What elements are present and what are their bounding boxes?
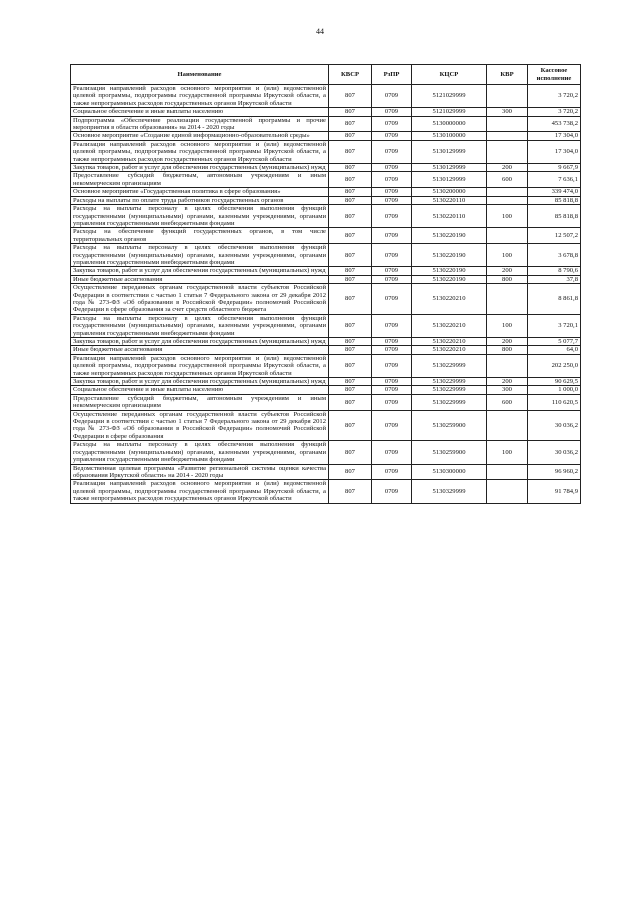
cell-kvsr: 807 xyxy=(329,410,372,441)
cell-amount: 7 636,1 xyxy=(528,172,581,188)
table-row xyxy=(71,338,581,346)
cell-amount: 3 720,1 xyxy=(528,314,581,337)
cell-name: Предоставление субсидий бюджетным, автономным учреждениям и иным некоммерческим организациям xyxy=(71,172,329,188)
table-row xyxy=(71,314,581,337)
cell-amount: 91 784,9 xyxy=(528,480,581,503)
cell-kcsr: 5130229999 xyxy=(412,386,487,394)
cell-amount: 202 250,0 xyxy=(528,354,581,377)
cell-name: Ведомственная целевая программа «Развитие региональной системы оценки качества образования Иркутской области» на 2014 - 2020 годы xyxy=(71,464,329,480)
cell-rzpr: 0709 xyxy=(372,108,412,116)
cell-amount: 30 036,2 xyxy=(528,410,581,441)
page-number: 44 xyxy=(316,27,324,36)
cell-rzpr: 0709 xyxy=(372,480,412,503)
cell-amount: 453 738,2 xyxy=(528,116,581,132)
cell-amount: 30 036,2 xyxy=(528,441,581,464)
cell-name: Осуществление переданных органам государственной власти субъектов Российской Федерации в соответствии с частью 1 статьи 7 Федерального закона от 29 декабря 2012 года № 273-ФЗ «Об образовании в Российской Федерации» полномочий Российской Федерации в сфере образования за счет средств областного бюджета xyxy=(71,284,329,315)
cell-kvsr: 807 xyxy=(329,188,372,196)
cell-name: Иные бюджетные ассигнования xyxy=(71,275,329,283)
cell-kcsr: 5130220210 xyxy=(412,284,487,315)
cell-kvsr: 807 xyxy=(329,116,372,132)
cell-kvsr: 807 xyxy=(329,267,372,275)
table-row xyxy=(71,464,581,480)
cell-name: Расходы на выплаты персоналу в целях обеспечения выполнения функций государственными (муниципальными) органами, казенными учреждениями, органами управления государственными внебюджетными фондами xyxy=(71,244,329,267)
table-row xyxy=(71,205,581,228)
table-row xyxy=(71,480,581,503)
cell-name: Социальное обеспечение и иные выплаты населению xyxy=(71,386,329,394)
cell-kcsr: 5130329999 xyxy=(412,480,487,503)
table-row xyxy=(71,164,581,172)
table-row xyxy=(71,386,581,394)
cell-kvr: 200 xyxy=(487,164,528,172)
cell-rzpr: 0709 xyxy=(372,267,412,275)
cell-kvsr: 807 xyxy=(329,196,372,204)
cell-kvr: 200 xyxy=(487,267,528,275)
cell-amount: 8 861,8 xyxy=(528,284,581,315)
cell-kvr: 300 xyxy=(487,108,528,116)
cell-rzpr: 0709 xyxy=(372,394,412,410)
cell-name: Закупка товаров, работ и услуг для обеспечения государственных (муниципальных) нужд xyxy=(71,164,329,172)
cell-kvsr: 807 xyxy=(329,441,372,464)
cell-kvr: 300 xyxy=(487,386,528,394)
cell-kvr xyxy=(487,116,528,132)
header-kvsr: КВСР xyxy=(329,65,372,85)
budget-table xyxy=(70,64,581,504)
table-row xyxy=(71,132,581,140)
header-amount: Кассовое исполнение xyxy=(528,65,581,85)
cell-kvr: 200 xyxy=(487,378,528,386)
table-row xyxy=(71,172,581,188)
table-row xyxy=(71,188,581,196)
cell-kcsr: 5130220190 xyxy=(412,244,487,267)
header-kvr: КВР xyxy=(487,65,528,85)
cell-rzpr: 0709 xyxy=(372,172,412,188)
cell-rzpr: 0709 xyxy=(372,284,412,315)
table-row xyxy=(71,116,581,132)
header-name: Наименование xyxy=(71,65,329,85)
cell-name: Закупка товаров, работ и услуг для обеспечения государственных (муниципальных) нужд xyxy=(71,267,329,275)
cell-kvsr: 807 xyxy=(329,464,372,480)
cell-kvsr: 807 xyxy=(329,284,372,315)
cell-rzpr: 0709 xyxy=(372,196,412,204)
cell-rzpr: 0709 xyxy=(372,188,412,196)
table-row xyxy=(71,275,581,283)
cell-amount: 1 000,0 xyxy=(528,386,581,394)
cell-kvsr: 807 xyxy=(329,228,372,244)
cell-name: Основное мероприятие «Создание единой информационно-образовательной среды» xyxy=(71,132,329,140)
cell-kcsr: 5130129999 xyxy=(412,140,487,163)
table-row xyxy=(71,354,581,377)
cell-name: Реализация направлений расходов основного мероприятия и (или) ведомственной целевой программы, подпрограммы государственной программы Иркутской области, а также непрограммных расходов государственных органов Иркутской области xyxy=(71,85,329,108)
cell-kvr xyxy=(487,188,528,196)
cell-amount: 339 474,0 xyxy=(528,188,581,196)
cell-kcsr: 5130220190 xyxy=(412,275,487,283)
cell-kvsr: 807 xyxy=(329,275,372,283)
cell-kvsr: 807 xyxy=(329,132,372,140)
cell-kvr xyxy=(487,410,528,441)
cell-name: Расходы на выплаты по оплате труда работников государственных органов xyxy=(71,196,329,204)
cell-kcsr: 5130100000 xyxy=(412,132,487,140)
cell-name: Расходы на выплаты персоналу в целях обеспечения выполнения функций государственными (муниципальными) органами, казенными учреждениями, органами управления государственными внебюджетными фондами xyxy=(71,441,329,464)
cell-kvr xyxy=(487,228,528,244)
cell-kcsr: 5130129999 xyxy=(412,172,487,188)
table-row xyxy=(71,346,581,354)
cell-amount: 17 304,0 xyxy=(528,140,581,163)
cell-rzpr: 0709 xyxy=(372,244,412,267)
cell-amount: 85 818,8 xyxy=(528,205,581,228)
cell-name: Расходы на обеспечение функций государственных органов, в том числе территориальных органов xyxy=(71,228,329,244)
cell-amount: 64,0 xyxy=(528,346,581,354)
cell-rzpr: 0709 xyxy=(372,346,412,354)
cell-amount: 12 507,2 xyxy=(528,228,581,244)
cell-kvr: 600 xyxy=(487,394,528,410)
cell-kcsr: 5130129999 xyxy=(412,164,487,172)
table-row xyxy=(71,108,581,116)
cell-name: Предоставление субсидий бюджетным, автономным учреждениям и иным некоммерческим организациям xyxy=(71,394,329,410)
table-row xyxy=(71,140,581,163)
table-row xyxy=(71,394,581,410)
cell-kcsr: 5130229999 xyxy=(412,394,487,410)
cell-name: Закупка товаров, работ и услуг для обеспечения государственных (муниципальных) нужд xyxy=(71,338,329,346)
cell-amount: 85 818,8 xyxy=(528,196,581,204)
cell-rzpr: 0709 xyxy=(372,378,412,386)
cell-kvr xyxy=(487,132,528,140)
cell-kvsr: 807 xyxy=(329,346,372,354)
cell-kcsr: 5130229999 xyxy=(412,354,487,377)
cell-name: Реализация направлений расходов основного мероприятия и (или) ведомственной целевой программы, подпрограммы государственной программы Иркутской области, а также непрограммных расходов государственных органов Иркутской области xyxy=(71,354,329,377)
cell-rzpr: 0709 xyxy=(372,85,412,108)
cell-kcsr: 5130220210 xyxy=(412,338,487,346)
cell-kcsr: 5130300000 xyxy=(412,464,487,480)
cell-kvsr: 807 xyxy=(329,314,372,337)
cell-amount: 8 790,6 xyxy=(528,267,581,275)
cell-amount: 110 620,5 xyxy=(528,394,581,410)
table-row xyxy=(71,410,581,441)
header-kcsr: КЦСР xyxy=(412,65,487,85)
cell-kvr: 600 xyxy=(487,172,528,188)
cell-name: Социальное обеспечение и иные выплаты населению xyxy=(71,108,329,116)
cell-kvsr: 807 xyxy=(329,108,372,116)
cell-name: Расходы на выплаты персоналу в целях обеспечения выполнения функций государственными (муниципальными) органами, казенными учреждениями, органами управления государственными внебюджетными фондами xyxy=(71,314,329,337)
cell-kvsr: 807 xyxy=(329,354,372,377)
cell-rzpr: 0709 xyxy=(372,164,412,172)
cell-amount: 9 667,9 xyxy=(528,164,581,172)
cell-rzpr: 0709 xyxy=(372,354,412,377)
cell-kvr: 100 xyxy=(487,441,528,464)
cell-kcsr: 5130220110 xyxy=(412,196,487,204)
cell-name: Основное мероприятие «Государственная политика в сфере образования» xyxy=(71,188,329,196)
cell-rzpr: 0709 xyxy=(372,314,412,337)
cell-kvsr: 807 xyxy=(329,386,372,394)
cell-amount: 17 304,0 xyxy=(528,132,581,140)
cell-kvr: 800 xyxy=(487,346,528,354)
cell-kvr: 200 xyxy=(487,338,528,346)
cell-kvr xyxy=(487,196,528,204)
table-row xyxy=(71,284,581,315)
cell-rzpr: 0709 xyxy=(372,464,412,480)
cell-rzpr: 0709 xyxy=(372,275,412,283)
table-row xyxy=(71,244,581,267)
cell-rzpr: 0709 xyxy=(372,410,412,441)
cell-kcsr: 5121029999 xyxy=(412,85,487,108)
cell-kvsr: 807 xyxy=(329,172,372,188)
cell-rzpr: 0709 xyxy=(372,386,412,394)
cell-kvr: 800 xyxy=(487,275,528,283)
cell-rzpr: 0709 xyxy=(372,338,412,346)
table-header-row xyxy=(71,65,581,85)
cell-kcsr: 5130200000 xyxy=(412,188,487,196)
cell-amount: 90 629,5 xyxy=(528,378,581,386)
cell-rzpr: 0709 xyxy=(372,132,412,140)
cell-kcsr: 5130220210 xyxy=(412,314,487,337)
cell-rzpr: 0709 xyxy=(372,205,412,228)
cell-kvsr: 807 xyxy=(329,480,372,503)
cell-kvr xyxy=(487,85,528,108)
cell-name: Реализация направлений расходов основного мероприятия и (или) ведомственной целевой программы, подпрограммы государственной программы Иркутской области, а также непрограммных расходов государственных органов Иркутской области xyxy=(71,140,329,163)
table-body xyxy=(71,85,581,504)
cell-kvr: 100 xyxy=(487,314,528,337)
cell-kvsr: 807 xyxy=(329,338,372,346)
cell-rzpr: 0709 xyxy=(372,116,412,132)
cell-name: Реализация направлений расходов основного мероприятия и (или) ведомственной целевой программы, подпрограммы государственной программы Иркутской области, а также непрограммных расходов государственных органов Иркутской области xyxy=(71,480,329,503)
cell-kvr xyxy=(487,284,528,315)
table-row xyxy=(71,85,581,108)
cell-name: Подпрограмма «Обеспечение реализации государственной программы и прочие мероприятия в области образования» на 2014 - 2020 годы xyxy=(71,116,329,132)
table-row xyxy=(71,267,581,275)
cell-kvsr: 807 xyxy=(329,394,372,410)
cell-rzpr: 0709 xyxy=(372,140,412,163)
cell-kvsr: 807 xyxy=(329,85,372,108)
cell-amount: 3 720,2 xyxy=(528,108,581,116)
cell-kcsr: 5130220110 xyxy=(412,205,487,228)
cell-kvr xyxy=(487,464,528,480)
cell-amount: 96 960,2 xyxy=(528,464,581,480)
cell-name: Закупка товаров, работ и услуг для обеспечения государственных (муниципальных) нужд xyxy=(71,378,329,386)
cell-amount: 5 077,7 xyxy=(528,338,581,346)
cell-kvsr: 807 xyxy=(329,140,372,163)
cell-kvsr: 807 xyxy=(329,378,372,386)
cell-name: Расходы на выплаты персоналу в целях обеспечения выполнения функций государственными (муниципальными) органами, казенными учреждениями, органами управления государственными внебюджетными фондами xyxy=(71,205,329,228)
cell-kvr: 100 xyxy=(487,205,528,228)
cell-kcsr: 5130259900 xyxy=(412,441,487,464)
cell-kvr xyxy=(487,354,528,377)
cell-amount: 3 678,8 xyxy=(528,244,581,267)
cell-kcsr: 5130220210 xyxy=(412,346,487,354)
cell-rzpr: 0709 xyxy=(372,441,412,464)
cell-kcsr: 5130259900 xyxy=(412,410,487,441)
cell-name: Осуществление переданных органам государственной власти субъектов Российской Федерации в соответствии с частью 1 статьи 7 Федерального закона от 29 декабря 2012 года № 273-ФЗ «Об образовании в Российской Федерации» полномочий Российской Федерации в сфере образования xyxy=(71,410,329,441)
table-row xyxy=(71,196,581,204)
cell-kvsr: 807 xyxy=(329,205,372,228)
cell-kvr xyxy=(487,480,528,503)
cell-kvsr: 807 xyxy=(329,164,372,172)
header-rzpr: РзПР xyxy=(372,65,412,85)
cell-kvr xyxy=(487,140,528,163)
table-row xyxy=(71,228,581,244)
cell-kcsr: 5130220190 xyxy=(412,228,487,244)
cell-kcsr: 5130220190 xyxy=(412,267,487,275)
cell-kcsr: 5121029999 xyxy=(412,108,487,116)
cell-kvr: 100 xyxy=(487,244,528,267)
cell-amount: 3 720,2 xyxy=(528,85,581,108)
cell-rzpr: 0709 xyxy=(372,228,412,244)
cell-amount: 37,8 xyxy=(528,275,581,283)
table-row xyxy=(71,441,581,464)
cell-kvsr: 807 xyxy=(329,244,372,267)
cell-kcsr: 5130229999 xyxy=(412,378,487,386)
cell-name: Иные бюджетные ассигнования xyxy=(71,346,329,354)
table-row xyxy=(71,378,581,386)
cell-kcsr: 5130000000 xyxy=(412,116,487,132)
